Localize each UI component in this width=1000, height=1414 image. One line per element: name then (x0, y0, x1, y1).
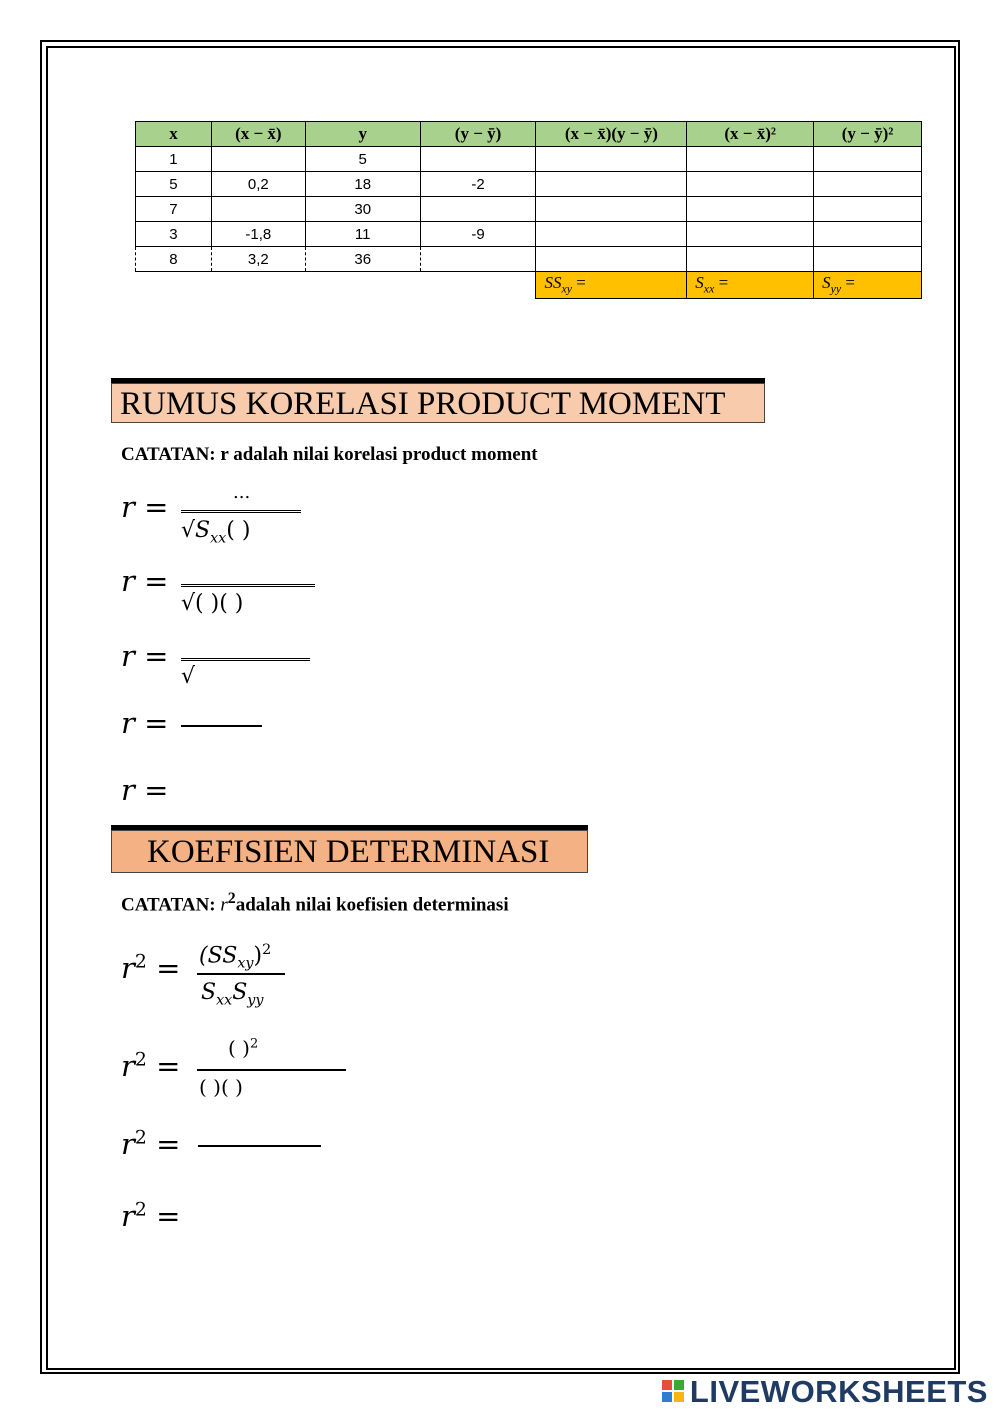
syy-cell[interactable] (814, 272, 922, 299)
answer-cell[interactable] (814, 222, 922, 247)
sxx-cell[interactable] (687, 272, 814, 299)
answer-cell[interactable] (687, 247, 814, 272)
answer-cell[interactable] (536, 172, 687, 197)
ssxy-subscript: xy (561, 281, 573, 296)
s-subscript: xx (210, 530, 227, 547)
header-cell: y (305, 122, 420, 147)
formula-lhs: r = (121, 564, 169, 598)
table-row (136, 222, 922, 247)
answer-cell[interactable] (814, 197, 922, 222)
table-cell: 36 (305, 247, 420, 272)
table-cell: -2 (420, 172, 536, 197)
fraction-line (181, 658, 310, 661)
formula-lhs: r = (121, 706, 169, 740)
note-korelasi (121, 444, 538, 466)
sxx-symbol: S (695, 273, 704, 293)
answer-cell[interactable] (814, 147, 922, 172)
table-cell: 5 (136, 172, 212, 197)
logo-text: LIVEWORKSHEETS (689, 1374, 988, 1409)
formula-lhs: $r^2$ = (121, 1049, 181, 1083)
table-cell: -9 (420, 222, 536, 247)
sqrt-symbol[interactable]: √ (181, 664, 196, 689)
formula-numerator[interactable]: ... (233, 482, 251, 503)
formula-denominator[interactable]: ( )( ) (199, 1075, 243, 1099)
header-cell: (x − x̄) (211, 122, 305, 147)
section-header-determinasi (111, 825, 588, 873)
fraction-line (181, 584, 315, 587)
formula-denominator[interactable]: $√S_{xx}$( ) (181, 518, 251, 547)
sxx-subscript: xx (703, 281, 715, 296)
table-cell: 18 (305, 172, 420, 197)
formula-numerator: $(SS_{xy})^2$ (199, 942, 272, 972)
table-cell: -1,8 (211, 222, 305, 247)
answer-cell[interactable] (687, 222, 814, 247)
note-determinasi (121, 890, 509, 916)
table-cell: 30 (305, 197, 420, 222)
table-row (136, 247, 922, 272)
header-cell: (x − x̄)² (687, 122, 814, 147)
table-cell: 1 (136, 147, 212, 172)
fraction-line (197, 1069, 346, 1071)
formula-denominator[interactable]: √( )( ) (181, 591, 244, 616)
formula-numerator[interactable]: ( )$^2$ (228, 1036, 259, 1060)
table-cell: 8 (136, 247, 212, 272)
formula-lhs: r = (121, 773, 169, 807)
answer-cell[interactable] (420, 247, 536, 272)
ssxy-equals: = (576, 273, 586, 293)
fraction-line[interactable] (181, 725, 262, 727)
table-row (136, 147, 922, 172)
denominator-blank: ( )( ) (195, 591, 244, 616)
answer-cell[interactable] (814, 247, 922, 272)
answer-cell[interactable] (420, 147, 536, 172)
section-title: RUMUS KORELASI PRODUCT MOMENT (111, 383, 765, 423)
formula-lhs: $r^2$ = (121, 1127, 181, 1161)
answer-cell[interactable] (211, 197, 305, 222)
table-cell: 5 (305, 147, 420, 172)
answer-cell[interactable] (536, 222, 687, 247)
syy-symbol: S (822, 273, 831, 293)
denominator-blank: ( ) (226, 518, 251, 543)
section-header-korelasi (111, 378, 765, 423)
answer-cell[interactable] (814, 172, 922, 197)
sxx-equals: = (718, 273, 729, 293)
data-table (135, 121, 922, 299)
answer-cell[interactable] (420, 197, 536, 222)
syy-equals: = (845, 273, 855, 293)
formula-lhs: $r^2$ = (121, 951, 181, 985)
note-var-exponent: 2 (227, 890, 236, 907)
table-header-row (136, 122, 922, 147)
answer-cell[interactable] (687, 147, 814, 172)
table-cell: 11 (305, 222, 420, 247)
section-title: KOEFISIEN DETERMINASI (111, 830, 588, 873)
header-cell: (y − ȳ) (420, 122, 536, 147)
answer-cell[interactable] (536, 247, 687, 272)
answer-cell[interactable] (536, 147, 687, 172)
note-label: CATATAN: (121, 894, 216, 916)
fraction-line (181, 510, 301, 513)
sum-row (136, 272, 922, 299)
sum-row-spacer (136, 272, 536, 299)
answer-cell[interactable] (211, 147, 305, 172)
s-symbol: S (195, 518, 211, 543)
note-var: r (220, 894, 228, 916)
header-cell: (y − ȳ)² (814, 122, 922, 147)
note-text: adalah nilai koefisien determinasi (235, 894, 509, 916)
table-row (136, 197, 922, 222)
formula-denominator: $S_{xx}S_{yy}$ (201, 980, 264, 1009)
ssxy-symbol: SS (544, 273, 562, 293)
syy-subscript: yy (830, 281, 842, 296)
header-cell: (x − x̄)(y − ȳ) (536, 122, 687, 147)
fraction-line (197, 973, 285, 975)
header-cell: x (136, 122, 212, 147)
answer-cell[interactable] (687, 197, 814, 222)
note-text: r adalah nilai korelasi product moment (220, 444, 538, 465)
table-cell: 0,2 (211, 172, 305, 197)
formula-lhs: r = (121, 639, 169, 673)
liveworksheets-logo[interactable] (662, 1374, 988, 1410)
table-row (136, 172, 922, 197)
fraction-line[interactable] (198, 1145, 321, 1147)
table-cell: 3,2 (211, 247, 305, 272)
answer-cell[interactable] (687, 172, 814, 197)
table-cell: 3 (136, 222, 212, 247)
logo-icon (662, 1380, 686, 1404)
answer-cell[interactable] (536, 197, 687, 222)
table-cell: 7 (136, 197, 212, 222)
formula-lhs: r = (121, 490, 169, 524)
formula-lhs: $r^2$ = (121, 1199, 181, 1233)
note-label: CATATAN: (121, 444, 216, 465)
ssxy-cell[interactable] (536, 272, 687, 299)
